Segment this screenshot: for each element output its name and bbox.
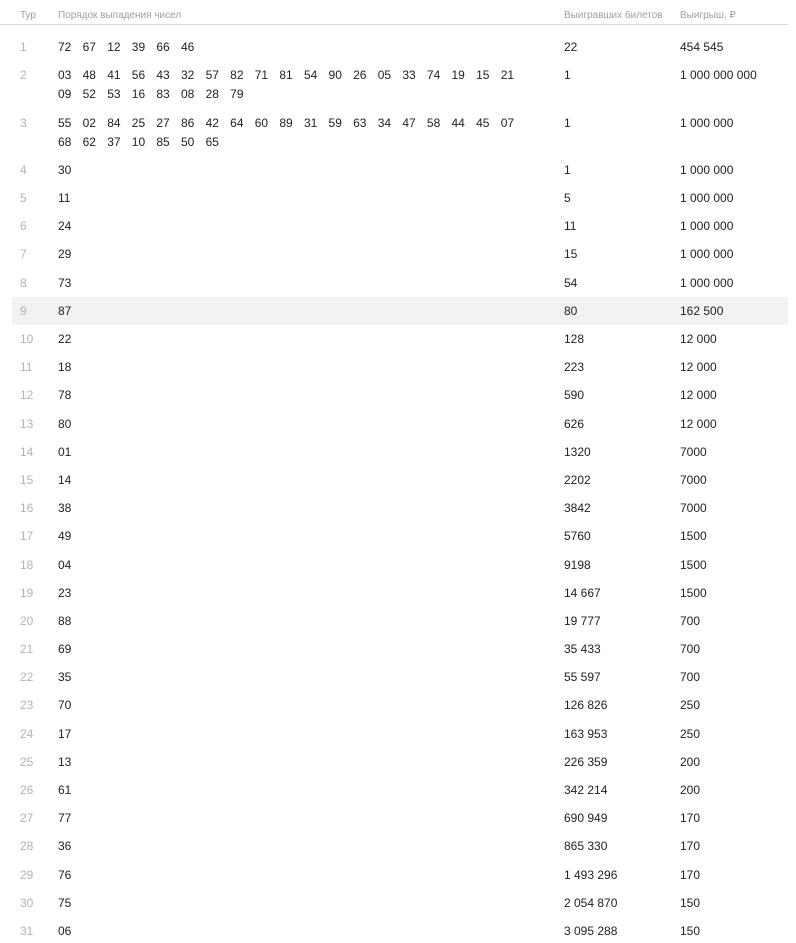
row-prize-amount: 170 (680, 839, 701, 853)
drawn-numbers (58, 501, 538, 520)
drawn-number: 84 (107, 116, 121, 130)
row-tour-number: 20 (20, 614, 34, 628)
row-winners-count: 22 (564, 40, 578, 54)
row-winners-count: 80 (564, 304, 578, 318)
table-row (12, 39, 788, 59)
drawn-number: 50 (180, 135, 195, 149)
drawn-number: 72 (58, 40, 72, 54)
row-prize-amount: 1 000 000 (680, 276, 734, 290)
numbers-line (58, 68, 538, 87)
row-prize-amount: 150 (680, 924, 701, 938)
row-tour-number: 6 (20, 219, 27, 233)
drawn-number: 18 (58, 360, 72, 374)
row-prize-amount: 7000 (680, 473, 707, 487)
drawn-number: 45 (476, 116, 490, 130)
row-tour-number: 3 (20, 116, 27, 130)
drawn-number: 55 (58, 116, 72, 130)
row-winners-count: 3842 (564, 501, 591, 515)
table-row (12, 923, 788, 943)
row-prize-amount: 162 500 (680, 304, 724, 318)
drawn-number: 36 (58, 839, 72, 853)
drawn-numbers (58, 276, 538, 295)
drawn-number: 14 (58, 473, 72, 487)
row-prize-amount: 170 (680, 868, 701, 882)
drawn-number: 04 (58, 558, 72, 572)
numbers-line (58, 727, 538, 746)
drawn-number: 13 (58, 755, 72, 769)
row-winners-count: 2 054 870 (564, 896, 618, 910)
row-tour-number: 31 (20, 924, 34, 938)
numbers-line (58, 276, 538, 295)
drawn-number: 71 (254, 68, 269, 82)
row-prize-amount: 1500 (680, 529, 707, 543)
row-tour-number: 13 (20, 417, 34, 431)
row-winners-count: 690 949 (564, 811, 608, 825)
drawn-number: 37 (107, 135, 121, 149)
row-prize-amount: 200 (680, 783, 701, 797)
drawn-number: 52 (82, 87, 96, 101)
table-row (12, 641, 788, 661)
drawn-numbers (58, 68, 538, 106)
drawn-numbers (58, 332, 538, 351)
table-row (12, 67, 788, 101)
numbers-line (58, 445, 538, 464)
table-row (12, 726, 788, 746)
drawn-number: 58 (426, 116, 441, 130)
numbers-line (58, 219, 538, 238)
table-header (0, 0, 788, 25)
drawn-number: 59 (328, 116, 342, 130)
row-prize-amount: 12 000 (680, 332, 717, 346)
table-row (12, 585, 788, 605)
row-winners-count: 1 (564, 68, 571, 82)
drawn-number: 49 (58, 529, 72, 543)
drawn-number: 62 (82, 135, 96, 149)
table-row (12, 387, 788, 407)
row-winners-count: 865 330 (564, 839, 608, 853)
drawn-number: 44 (451, 116, 465, 130)
drawn-number: 90 (328, 68, 342, 82)
table-row (12, 838, 788, 858)
row-prize-amount: 700 (680, 642, 701, 656)
numbers-line (58, 388, 538, 407)
row-tour-number: 4 (20, 163, 27, 177)
row-prize-amount: 1 000 000 (680, 191, 734, 205)
table-row (12, 162, 788, 182)
table-row (12, 613, 788, 633)
drawn-numbers (58, 727, 538, 746)
numbers-line (58, 586, 538, 605)
header-prize: Выигрыш, ₽ (680, 10, 736, 21)
row-prize-amount: 7000 (680, 445, 707, 459)
drawn-number: 01 (58, 445, 72, 459)
drawn-number: 80 (58, 417, 72, 431)
drawn-number: 03 (58, 68, 72, 82)
drawn-number: 79 (230, 87, 244, 101)
drawn-numbers (58, 191, 538, 210)
row-winners-count: 163 953 (564, 727, 608, 741)
numbers-line (58, 473, 538, 492)
drawn-number: 25 (131, 116, 146, 130)
row-tour-number: 2 (20, 68, 27, 82)
row-tour-number: 11 (20, 360, 33, 374)
header-tour: Тур (20, 10, 36, 21)
table-row (12, 528, 788, 548)
table-row (12, 472, 788, 492)
row-tour-number: 14 (20, 445, 34, 459)
row-winners-count: 54 (564, 276, 578, 290)
drawn-numbers (58, 116, 538, 154)
drawn-number: 87 (58, 304, 72, 318)
drawn-numbers (58, 219, 538, 238)
row-winners-count: 5 (564, 191, 571, 205)
row-tour-number: 29 (20, 868, 34, 882)
drawn-numbers (58, 558, 538, 577)
drawn-number: 53 (107, 87, 121, 101)
drawn-numbers (58, 868, 538, 887)
drawn-numbers (58, 473, 538, 492)
drawn-number: 08 (180, 87, 195, 101)
row-prize-amount: 1 000 000 (680, 219, 734, 233)
row-tour-number: 30 (20, 896, 34, 910)
numbers-line (58, 135, 538, 154)
table-row (12, 246, 788, 266)
row-tour-number: 23 (20, 698, 34, 712)
row-tour-number: 24 (20, 727, 34, 741)
row-winners-count: 126 826 (564, 698, 608, 712)
row-winners-count: 19 777 (564, 614, 601, 628)
drawn-number: 39 (131, 40, 146, 54)
table-row (12, 359, 788, 379)
row-winners-count: 1320 (564, 445, 591, 459)
drawn-number: 22 (58, 332, 72, 346)
drawn-numbers (58, 40, 538, 59)
table-row (12, 754, 788, 774)
drawn-number: 10 (131, 135, 146, 149)
row-winners-count: 626 (564, 417, 585, 431)
drawn-number: 33 (402, 68, 416, 82)
row-tour-number: 19 (20, 586, 34, 600)
drawn-number: 43 (156, 68, 170, 82)
drawn-number: 12 (107, 40, 121, 54)
row-prize-amount: 150 (680, 896, 701, 910)
drawn-number: 05 (377, 68, 392, 82)
row-prize-amount: 200 (680, 755, 701, 769)
drawn-numbers (58, 445, 538, 464)
drawn-number: 85 (156, 135, 170, 149)
drawn-numbers (58, 896, 538, 915)
row-tour-number: 27 (20, 811, 34, 825)
row-winners-count: 35 433 (564, 642, 601, 656)
drawn-numbers (58, 755, 538, 774)
drawn-number: 47 (402, 116, 416, 130)
drawn-number: 32 (180, 68, 195, 82)
table-row (12, 218, 788, 238)
row-winners-count: 15 (564, 247, 578, 261)
numbers-line (58, 529, 538, 548)
drawn-numbers (58, 586, 538, 605)
row-tour-number: 15 (20, 473, 34, 487)
row-winners-count: 226 359 (564, 755, 608, 769)
drawn-numbers (58, 247, 538, 266)
table-row (12, 557, 788, 577)
table-row (12, 190, 788, 210)
row-prize-amount: 12 000 (680, 417, 717, 431)
drawn-number: 56 (131, 68, 146, 82)
drawn-number: 41 (107, 68, 121, 82)
drawn-number: 86 (180, 116, 195, 130)
row-prize-amount: 700 (680, 614, 701, 628)
row-tour-number: 21 (20, 642, 34, 656)
drawn-numbers (58, 614, 538, 633)
drawn-number: 54 (303, 68, 318, 82)
drawn-number: 38 (58, 501, 72, 515)
table-row (12, 669, 788, 689)
drawn-number: 88 (58, 614, 72, 628)
drawn-number: 63 (353, 116, 367, 130)
numbers-line (58, 191, 538, 210)
drawn-number: 35 (58, 670, 72, 684)
table-row (12, 782, 788, 802)
drawn-number: 83 (156, 87, 170, 101)
drawn-numbers (58, 698, 538, 717)
drawn-numbers (58, 839, 538, 858)
drawn-number: 89 (279, 116, 293, 130)
drawn-number: 48 (82, 68, 96, 82)
row-winners-count: 1 (564, 163, 571, 177)
row-tour-number: 25 (20, 755, 34, 769)
drawn-number: 09 (58, 87, 72, 101)
row-winners-count: 590 (564, 388, 585, 402)
row-tour-number: 16 (20, 501, 34, 515)
drawn-numbers (58, 642, 538, 661)
drawn-number: 57 (205, 68, 219, 82)
drawn-number: 34 (377, 116, 392, 130)
table-row (12, 331, 788, 351)
drawn-number: 11 (58, 191, 71, 205)
drawn-number: 16 (131, 87, 146, 101)
drawn-number: 42 (205, 116, 219, 130)
drawn-number: 60 (254, 116, 269, 130)
row-winners-count: 14 667 (564, 586, 601, 600)
row-tour-number: 22 (20, 670, 34, 684)
numbers-line (58, 839, 538, 858)
drawn-number: 30 (58, 163, 72, 177)
numbers-line (58, 501, 538, 520)
row-tour-number: 26 (20, 783, 34, 797)
row-prize-amount: 12 000 (680, 388, 717, 402)
row-winners-count: 5760 (564, 529, 591, 543)
drawn-number: 68 (58, 135, 72, 149)
row-winners-count: 342 214 (564, 783, 608, 797)
drawn-numbers (58, 360, 538, 379)
row-prize-amount: 700 (680, 670, 701, 684)
row-prize-amount: 250 (680, 727, 701, 741)
row-winners-count: 3 095 288 (564, 924, 618, 938)
drawn-number: 70 (58, 698, 72, 712)
row-prize-amount: 7000 (680, 501, 707, 515)
drawn-numbers (58, 811, 538, 830)
drawn-number: 67 (82, 40, 96, 54)
row-tour-number: 10 (20, 332, 34, 346)
drawn-number: 61 (58, 783, 72, 797)
numbers-line (58, 924, 538, 943)
row-winners-count: 1 (564, 116, 571, 130)
drawn-number: 69 (58, 642, 72, 656)
drawn-number: 28 (205, 87, 219, 101)
table-row (12, 416, 788, 436)
row-prize-amount: 1500 (680, 586, 707, 600)
drawn-number: 64 (230, 116, 244, 130)
row-prize-amount: 250 (680, 698, 701, 712)
drawn-numbers (58, 783, 538, 802)
row-winners-count: 1 493 296 (564, 868, 618, 882)
numbers-line (58, 87, 538, 106)
row-prize-amount: 1500 (680, 558, 707, 572)
drawn-number: 29 (58, 247, 72, 261)
table-row (12, 895, 788, 915)
row-winners-count: 223 (564, 360, 585, 374)
row-prize-amount: 454 545 (680, 40, 724, 54)
numbers-line (58, 304, 538, 323)
drawn-number: 74 (426, 68, 441, 82)
numbers-line (58, 755, 538, 774)
drawn-number: 27 (156, 116, 170, 130)
drawn-numbers (58, 529, 538, 548)
numbers-line (58, 247, 538, 266)
drawn-number: 31 (303, 116, 318, 130)
table-row (12, 867, 788, 887)
drawn-number: 23 (58, 586, 72, 600)
row-tour-number: 8 (20, 276, 27, 290)
drawn-number: 78 (58, 388, 72, 402)
table-row (12, 697, 788, 717)
drawn-number: 07 (500, 116, 515, 130)
drawn-number: 73 (58, 276, 72, 290)
numbers-line (58, 558, 538, 577)
row-tour-number: 12 (20, 388, 34, 402)
numbers-line (58, 811, 538, 830)
row-tour-number: 7 (20, 247, 27, 261)
numbers-line (58, 332, 538, 351)
drawn-numbers (58, 417, 538, 436)
drawn-number: 26 (353, 68, 367, 82)
row-prize-amount: 1 000 000 (680, 163, 734, 177)
drawn-numbers (58, 163, 538, 182)
numbers-line (58, 163, 538, 182)
table-row (12, 810, 788, 830)
table-row (12, 500, 788, 520)
row-winners-count: 128 (564, 332, 585, 346)
drawn-number: 75 (58, 896, 72, 910)
row-tour-number: 18 (20, 558, 34, 572)
row-winners-count: 2202 (564, 473, 591, 487)
drawn-number: 81 (279, 68, 293, 82)
drawn-number: 06 (58, 924, 72, 938)
drawn-number: 66 (156, 40, 170, 54)
drawn-number: 19 (451, 68, 465, 82)
numbers-line (58, 868, 538, 887)
drawn-number: 17 (58, 727, 72, 741)
row-prize-amount: 1 000 000 (680, 247, 734, 261)
row-prize-amount: 170 (680, 811, 701, 825)
drawn-number: 21 (500, 68, 515, 82)
row-tour-number: 5 (20, 191, 27, 205)
drawn-number: 02 (82, 116, 96, 130)
row-prize-amount: 1 000 000 000 (680, 68, 757, 82)
numbers-line (58, 360, 538, 379)
drawn-numbers (58, 388, 538, 407)
numbers-line (58, 116, 538, 135)
drawn-number: 77 (58, 811, 72, 825)
numbers-line (58, 417, 538, 436)
row-winners-count: 55 597 (564, 670, 601, 684)
row-winners-count: 9198 (564, 558, 591, 572)
numbers-line (58, 642, 538, 661)
header-winners: Выигравших билетов (564, 10, 663, 21)
table-row (12, 444, 788, 464)
numbers-line (58, 40, 538, 59)
drawn-number: 76 (58, 868, 72, 882)
row-prize-amount: 1 000 000 (680, 116, 734, 130)
drawn-number: 15 (476, 68, 490, 82)
drawn-number: 24 (58, 219, 72, 233)
row-tour-number: 9 (20, 304, 27, 318)
row-tour-number: 17 (20, 529, 34, 543)
drawn-number: 46 (180, 40, 195, 54)
row-winners-count: 11 (564, 219, 577, 233)
numbers-line (58, 698, 538, 717)
drawn-number: 65 (205, 135, 219, 149)
numbers-line (58, 614, 538, 633)
table-row (12, 297, 788, 325)
drawn-number: 82 (230, 68, 244, 82)
row-tour-number: 1 (20, 40, 27, 54)
numbers-line (58, 896, 538, 915)
table-row (12, 275, 788, 295)
header-numbers: Порядок выпадения чисел (58, 10, 182, 21)
row-prize-amount: 12 000 (680, 360, 717, 374)
table-row (12, 115, 788, 149)
numbers-line (58, 670, 538, 689)
drawn-numbers (58, 924, 538, 943)
drawn-numbers (58, 670, 538, 689)
numbers-line (58, 783, 538, 802)
row-tour-number: 28 (20, 839, 34, 853)
drawn-numbers (58, 304, 538, 323)
